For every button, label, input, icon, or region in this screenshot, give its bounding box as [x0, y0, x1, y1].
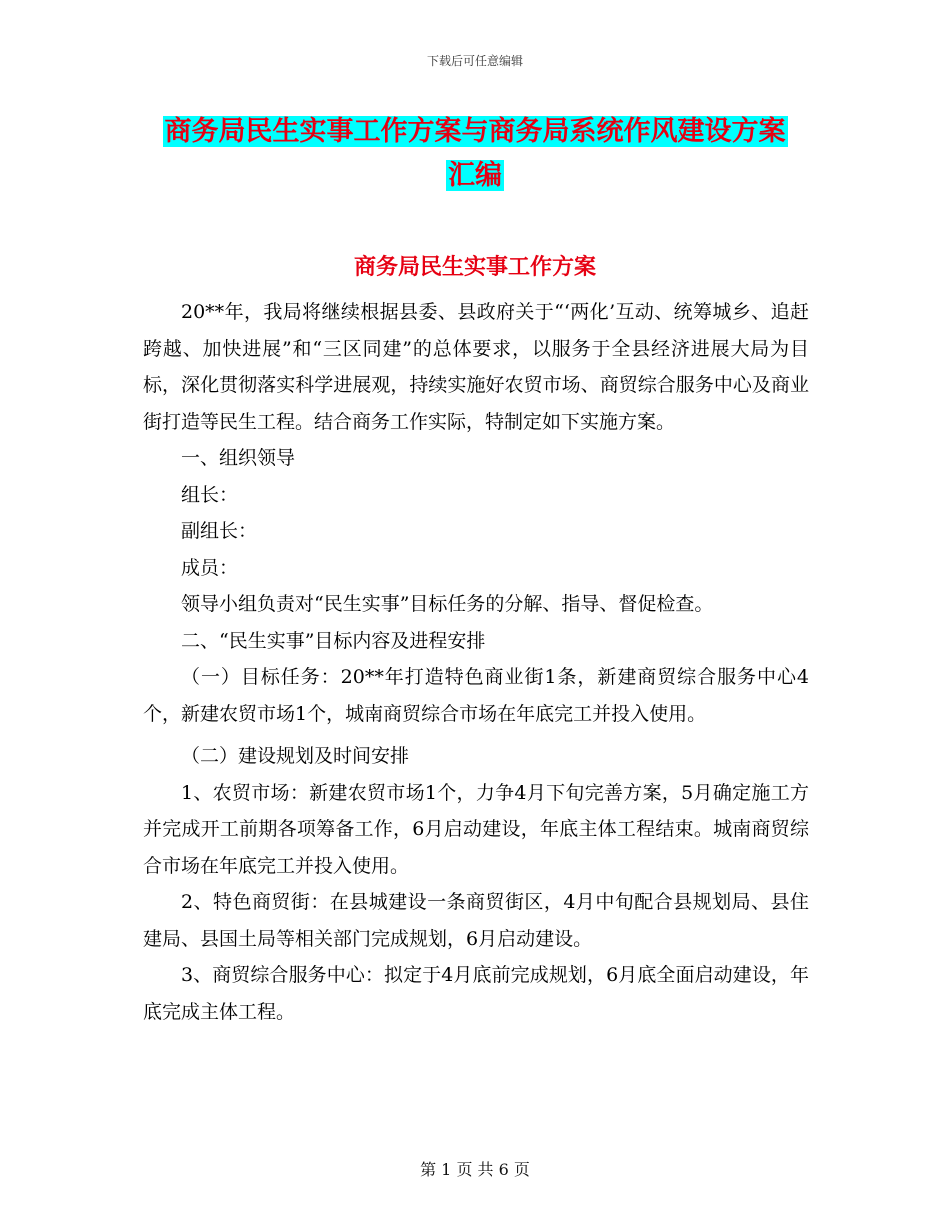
paragraph: 一、组织领导 — [181, 447, 296, 469]
paragraph: （一）目标任务：20**年打造特色商业街1条，新建商贸综合服务中心4个，新建农贸市场1个，城南商贸综合市场在年底完工并投入使用。 — [143, 666, 809, 725]
paragraph: 3、商贸综合服务中心：拟定于4月底前完成规划，6月底全面启动建设，年底完成主体工程。 — [143, 964, 809, 1023]
title-line-2 — [0, 154, 950, 198]
paragraph: 1、农贸市场：新建农贸市场1个，力争4月下旬完善方案，5月确定施工方并完成开工前期各项筹备工作，6月启动建设，年底主体工程结束。城南商贸综合市场在年底完工并投入使用。 — [143, 781, 809, 877]
page-footer: 第 1 页 共 6 页 — [420, 1160, 530, 1179]
paragraph: 2、特色商贸街：在县城建设一条商贸街区，4月中旬配合县规划局、县住建局、县国土局等相关部门完成规划，6月启动建设。 — [143, 891, 809, 950]
paragraph: 20**年，我局将继续根据县委、县政府关于“‘两化’互动、统筹城乡、追赶跨越、加快进展”和“三区同建”的总体要求，以服务于全县经济进展大局为目标，深化贯彻落实科学进展观，持续实施好农贸市场、商贸综合服务中心及商业街打造等民生工程。结合商务工作实际，特制定如下实施方案。 — [143, 301, 809, 433]
paragraph: 成员： — [181, 556, 239, 579]
title-line-1 — [0, 110, 950, 154]
header-note: 下载后可任意编辑 — [426, 54, 523, 68]
paragraph: 二、“民生实事”目标内容及进程安排 — [181, 629, 486, 652]
section-title: 商务局民生实事工作方案 — [353, 254, 596, 280]
paragraph: 领导小组负责对“民生实事”目标任务的分解、指导、督促检查。 — [181, 593, 714, 615]
title-line-2-text: 汇编 — [448, 160, 502, 191]
paragraph: 副组长： — [181, 520, 258, 542]
paragraph: 组长： — [181, 483, 239, 506]
paragraph: （二）建设规划及时间安排 — [181, 745, 410, 767]
title-line-1-text: 商务局民生实事工作方案与商务局系统作风建设方案 — [164, 116, 786, 147]
document-body — [143, 294, 809, 1030]
document-title — [0, 110, 950, 198]
